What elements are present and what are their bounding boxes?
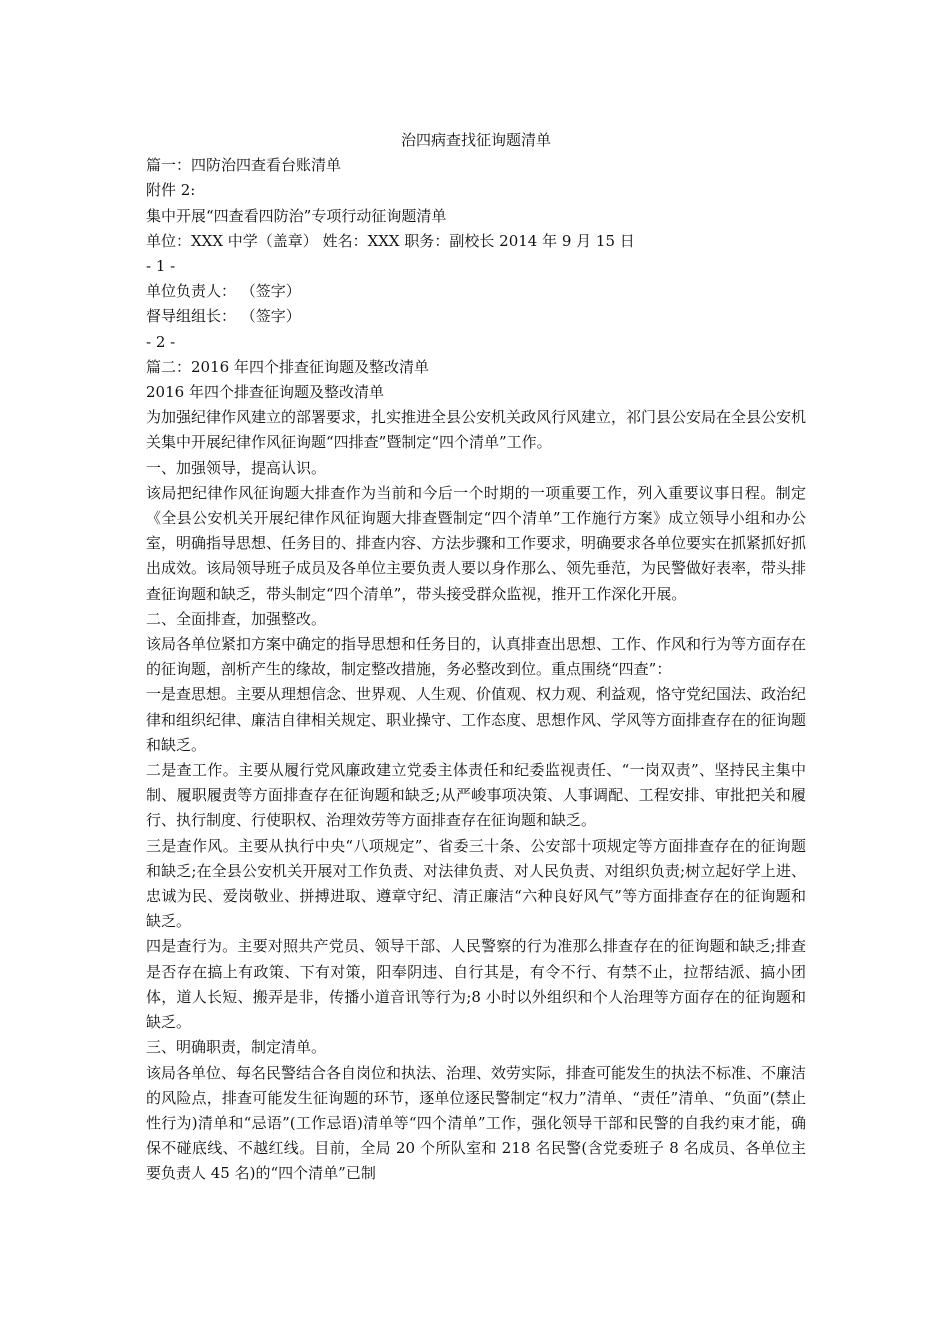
paragraph-check-work: 二是查工作。主要从履行党风廉政建立党委主体责任和纪委监视责任、“一岗双责”、坚持民主集中制、履职履责等方面排查存在征询题和缺乏;从严峻事项决策、人事调配、工程安排、审批把关和履行、执行制度、行使职权、治理效劳等方面排查存在征询题和缺乏。 bbox=[146, 761, 806, 830]
attachment-label: 附件 2: bbox=[146, 181, 196, 200]
paragraph-section-1: 该局把纪律作风征询题大排查作为当前和今后一个时期的一项重要工作，列入重要议事日程。制定《全县公安机关开展纪律作风征询题大排查暨制定“四个清单”工作施行方案》成立领导小组和办公室，明确指导思想、任务目的、排查内容、方法步骤和工作要求，明确要求各单位要实在抓紧抓好抓出成效。该局领导班子成员及各单位主要负责人要以身作那么、领先垂范，为民警做好表率，带头排查征询题和缺乏，带头制定“四个清单”，带头接受群众监视，推开工作深化开展。 bbox=[146, 483, 807, 603]
page-number-1: - 1 - bbox=[146, 257, 176, 275]
paragraph-check-behavior: 四是查行为。主要对照共产党员、领导干部、人民警察的行为准那么排查存在的征询题和缺乏;排查是否存在搞上有政策、下有对策，阳奉阴违、自行其是，有令不行、有禁不止，拉帮结派、搞小团体，道人长短、搬弄是非，传播小道音讯等行为;8 小时以外组织和个人治理等方面存在的征询题和缺乏。 bbox=[146, 937, 806, 1032]
section-heading-3: 三、明确职责，制定清单。 bbox=[146, 1038, 327, 1057]
unit-leader-signature: 单位负责人： （签字） bbox=[146, 282, 301, 301]
list-title: 集中开展“四查看四防治”专项行动征询题清单 bbox=[146, 206, 447, 225]
paragraph-intro: 为加强纪律作风建立的部署要求，扎实推进全县公安机关政风行风建立，祁门县公安局在全县公安机关集中开展纪律作风征询题“四排查”暨制定“四个清单”工作。 bbox=[146, 408, 807, 452]
subheading-part-two: 2016 年四个排查征询题及整改清单 bbox=[146, 383, 384, 402]
heading-part-two: 篇二：2016 年四个排查征询题及整改清单 bbox=[146, 357, 429, 376]
supervisor-signature: 督导组组长： （签字） bbox=[146, 307, 301, 326]
paragraph-check-thought: 一是查思想。主要从理想信念、世界观、人生观、价值观、权力观、利益观，恪守党纪国法、政治纪律和组织纪律、廉洁自律相关规定、职业操守、工作态度、思想作风、学风等方面排查存在的征询题和缺乏。 bbox=[146, 685, 807, 754]
paragraph-check-style: 三是查作风。主要从执行中央“八项规定”、省委三十条、公安部十项规定等方面排查存在的征询题和缺乏;在全县公安机关开展对工作负责、对法律负责、对人民负责、对组织负责;树立起好学上进、忠诚为民、爱岗敬业、拼搏进取、遵章守纪、清正廉洁“六种良好风气”等方面排查存在的征询题和缺乏。 bbox=[146, 836, 806, 931]
heading-part-one: 篇一：四防治四查看台账清单 bbox=[146, 156, 342, 175]
section-heading-1: 一、加强领导，提高认识。 bbox=[146, 458, 327, 477]
paragraph-section-2: 该局各单位紧扣方案中确定的指导思想和任务目的，认真排查出思想、工作、作风和行为等方面存在的征询题，剖析产生的缘故，制定整改措施，务必整改到位。重点围绕“四查”： bbox=[146, 635, 807, 679]
document-page bbox=[146, 128, 806, 1187]
page-number-2: - 2 - bbox=[146, 332, 176, 351]
paragraph-section-3: 该局各单位、每名民警结合各自岗位和执法、治理、效劳实际，排查可能发生的执法不标准、不廉洁的风险点，排查可能发生征询题的环节，逐单位逐民警制定“权力”清单、“责任”清单、“负面”(禁止性行为)清单和“忌语”(工作忌语)清单等“四个清单”工作，强化领导干部和民警的自我约束才能，确保不碰底线、不越红线。目前，全局 20 个所队室和 218 名民警(含党委班子 8 名成员、各单位主要负责人 45 名)的“四个清单”已制 bbox=[146, 1063, 807, 1183]
unit-info-line: 单位：XXX 中学（盖章） 姓名：XXX 职务：副校长 2014 年 9 月 15 日 bbox=[146, 231, 635, 250]
document-title: 治四病查找征询题清单 bbox=[400, 131, 551, 149]
section-heading-2: 二、全面排查，加强整改。 bbox=[146, 609, 327, 628]
